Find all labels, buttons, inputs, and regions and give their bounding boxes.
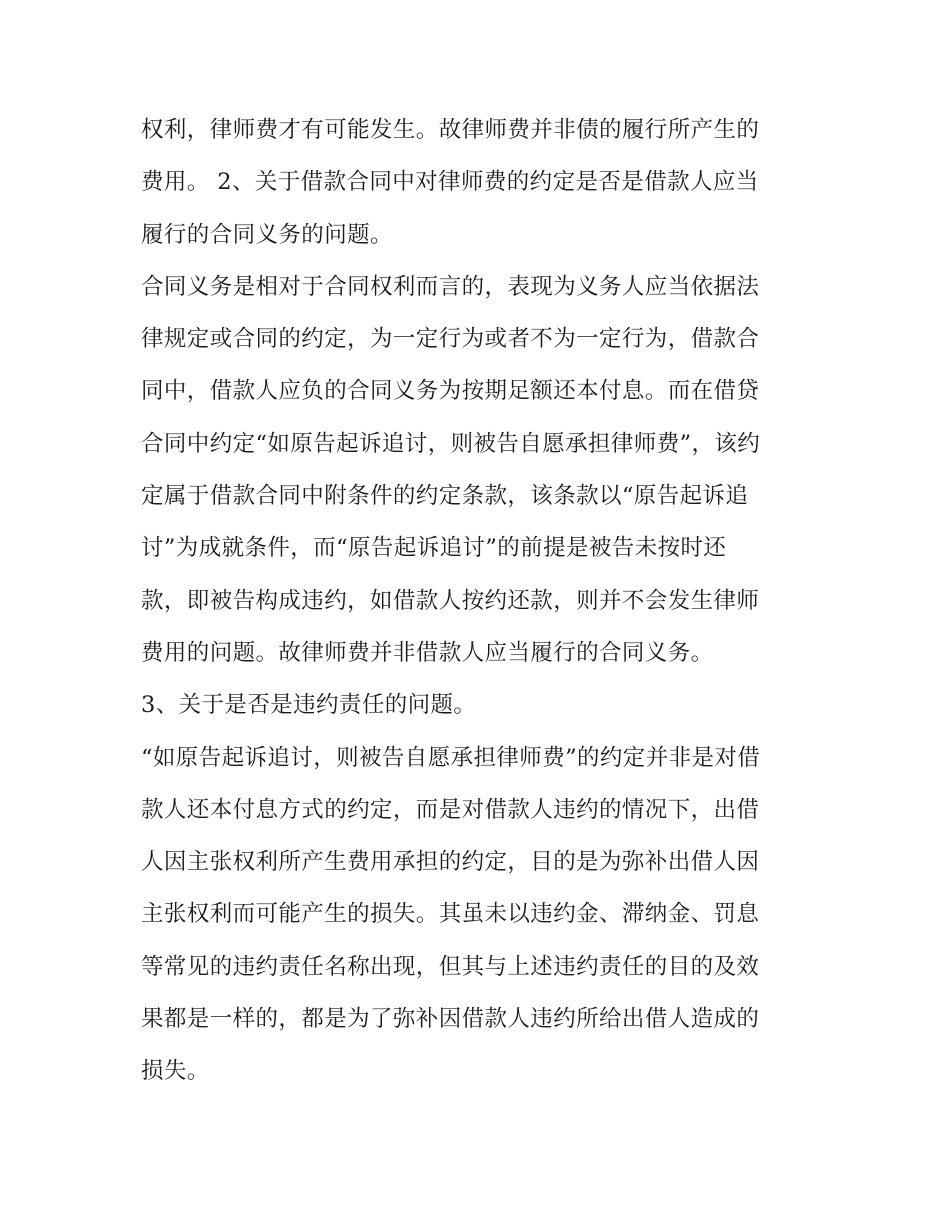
text-line: “如原告起诉追讨，则被告自愿承担律师费”的约定并非是对借: [141, 744, 761, 771]
text-line: 费用。 2、关于借款合同中对律师费的约定是否是借款人应当: [141, 169, 759, 196]
text-line: 主张权利而可能产生的损失。其虽未以违约金、滞纳金、罚息: [141, 901, 760, 928]
text-line: 人因主张权利所产生费用承担的约定，目的是为弥补出借人因: [141, 849, 760, 876]
text-line: 律规定或合同的约定，为一定行为或者不为一定行为，借款合: [141, 326, 760, 353]
text-line: 款，即被告构成违约，如借款人按约还款，则并不会发生律师: [141, 587, 760, 614]
text-line: 合同义务是相对于合同权利而言的，表现为义务人应当依据法: [141, 273, 760, 300]
text-line: 款人还本付息方式的约定，而是对借款人违约的情况下，出借: [141, 796, 760, 823]
text-line: 3、关于是否是违约责任的问题。: [141, 692, 477, 719]
text-line: 等常见的违约责任名称出现，但其与上述违约责任的目的及效: [141, 953, 760, 980]
text-line: 讨”为成就条件，而“原告起诉追讨”的前提是被告未按时还: [141, 535, 727, 562]
text-line: 权利，律师费才有可能发生。故律师费并非债的履行所产生的: [141, 117, 760, 143]
text-line: 履行的合同义务的问题。: [141, 221, 393, 248]
body-text: [141, 104, 831, 1098]
text-line: 同中，借款人应负的合同义务为按期足额还本付息。而在借贷: [141, 378, 760, 405]
text-line: 合同中约定“如原告起诉追讨，则被告自愿承担律师费”，该约: [141, 430, 761, 457]
text-line: 果都是一样的，都是为了弥补因借款人违约所给出借人造成的: [141, 1006, 760, 1033]
text-line: 定属于借款合同中附条件的约定条款，该条款以“原告起诉追: [141, 483, 749, 510]
text-line: 费用的问题。故律师费并非借款人应当履行的合同义务。: [141, 639, 714, 666]
text-line: 损失。: [141, 1058, 210, 1085]
